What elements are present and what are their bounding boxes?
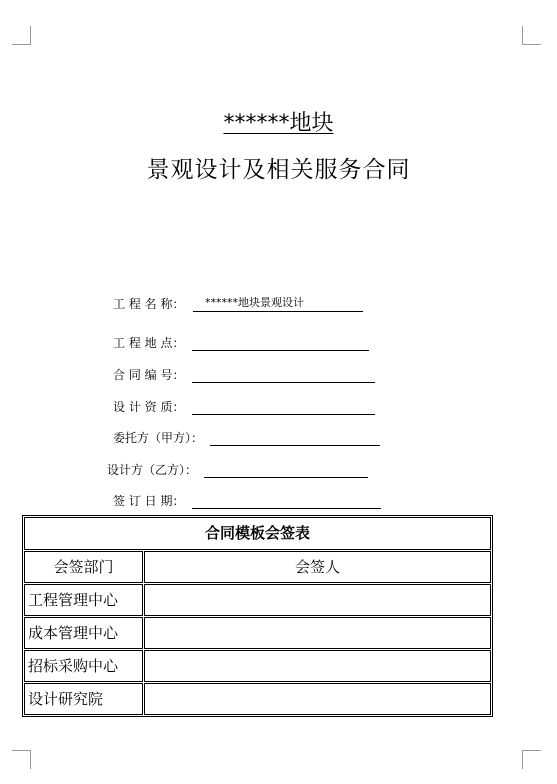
contract-number-label: 合 同 编 号： [113, 368, 185, 382]
row-1-department: 工程管理中心 [24, 584, 143, 616]
project-location-line[interactable] [192, 334, 369, 351]
project-name-value: ******地块景观设计 [205, 296, 304, 309]
row-3-department: 招标采购中心 [24, 650, 143, 682]
row-1-signer[interactable] [144, 584, 491, 616]
field-project-name [113, 295, 373, 313]
row-4-signer[interactable] [144, 683, 491, 715]
header-signer: 会签人 [144, 551, 491, 583]
row-2-signer[interactable] [144, 617, 491, 649]
crop-mark-bottom-left [12, 750, 31, 769]
contract-number-line[interactable] [192, 366, 375, 383]
designer-label: 设计方（乙方）： [107, 463, 198, 477]
field-project-location [113, 334, 373, 352]
designer-line[interactable] [204, 461, 368, 478]
row-4-department: 设计研究院 [24, 683, 143, 715]
design-qualification-line[interactable] [192, 398, 375, 415]
field-designer [107, 461, 372, 479]
design-qualification-label: 设 计 资 质： [113, 400, 185, 414]
field-design-qualification [113, 398, 378, 416]
project-name-line[interactable] [193, 295, 363, 312]
crop-mark-top-right [522, 26, 541, 45]
crop-mark-top-left [12, 26, 31, 45]
header-department: 会签部门 [24, 551, 143, 583]
project-location-label: 工 程 地 点： [113, 336, 185, 350]
signing-date-line[interactable] [192, 492, 381, 509]
project-name-label: 工 程 名 称： [113, 297, 185, 311]
document-title-line1 [0, 110, 557, 138]
title-plot-name: ******地块 [223, 111, 334, 136]
row-2-department: 成本管理中心 [24, 617, 143, 649]
client-line[interactable] [210, 429, 380, 446]
row-3-signer[interactable] [144, 650, 491, 682]
signoff-table-title: 合同模板会签表 [24, 517, 491, 550]
field-signing-date [113, 492, 383, 510]
signing-date-label: 签 订 日 期： [113, 494, 185, 508]
field-contract-number [113, 366, 378, 384]
field-client [113, 429, 383, 447]
document-title-line2: 景观设计及相关服务合同 [146, 157, 411, 183]
crop-mark-bottom-right [522, 750, 541, 769]
client-label: 委托方（甲方）： [113, 431, 204, 445]
